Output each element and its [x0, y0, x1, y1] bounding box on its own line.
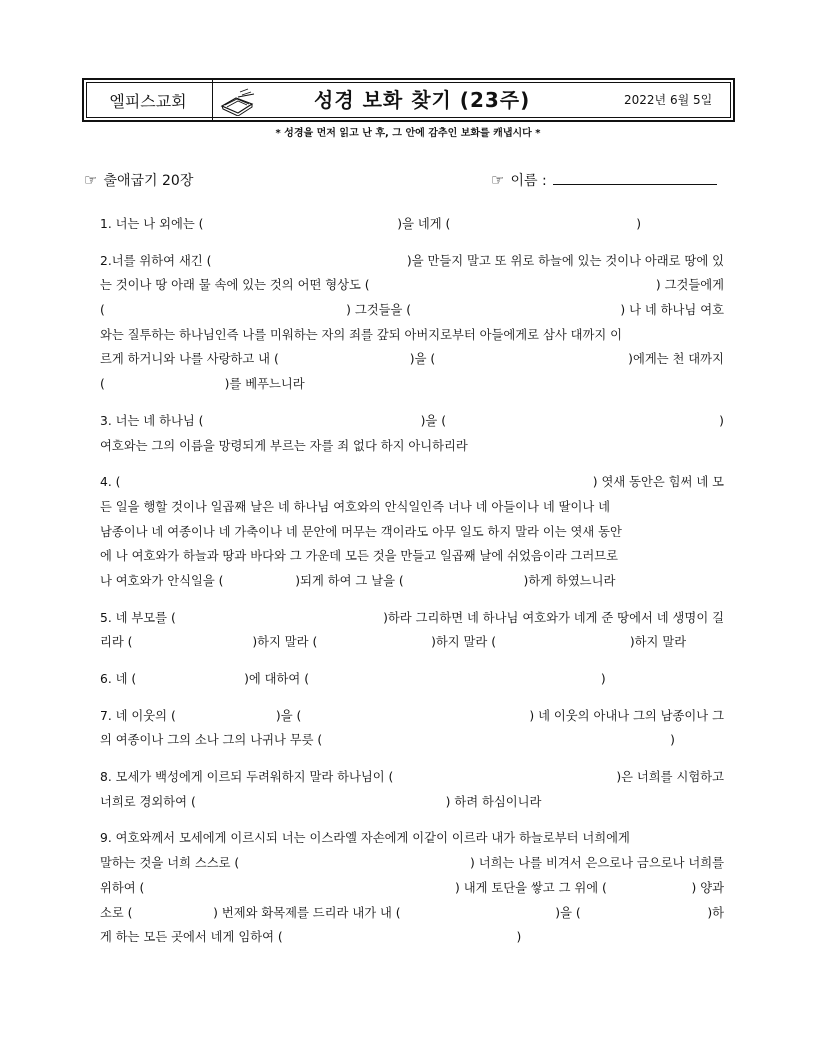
instruction-text: * 성경을 먼저 읽고 난 후, 그 안에 감추인 보화를 캐냅시다 * — [275, 128, 541, 139]
question-text: ) 하려 하심이니라 — [445, 794, 542, 809]
question-text: 든 일을 행할 것이나 일곱째 날은 네 하나님 여호와의 안식일인즉 너나 네 아들이나 네 딸이나 네 — [100, 499, 611, 514]
question-text: 8. 모세가 백성에게 이르되 두려워하지 말라 하나님이 ( — [100, 770, 394, 785]
date: 2022년 6월 5일 — [624, 93, 713, 107]
question-text: ( — [100, 377, 105, 392]
question-text: ) — [636, 217, 642, 231]
question — [100, 470, 724, 593]
question-text: )되게 하여 그 날을 ( — [295, 573, 404, 588]
question-line — [100, 728, 724, 753]
passage-reference — [84, 170, 193, 190]
question-text: 에 나 여호와가 하늘과 땅과 바다와 그 가운데 모든 것을 만들고 일곱째 날에 쉬었음이라 그러므로 — [100, 549, 618, 564]
question-line — [100, 347, 724, 372]
question-line — [100, 901, 724, 926]
question-text: 의 여종이나 그의 소나 그의 나귀나 무릇 ( — [100, 733, 323, 748]
pointing-hand-icon: ☞ — [491, 171, 505, 189]
question — [100, 765, 724, 814]
question-line — [100, 298, 724, 323]
question-line — [100, 470, 724, 495]
question-text: )하지 말라 — [629, 635, 687, 650]
question-text: )하지 말라 ( — [252, 635, 318, 650]
question-text: )하지 말라 ( — [431, 635, 497, 650]
question — [100, 409, 724, 458]
passage-label: 출애굽기 20장 — [103, 173, 194, 189]
question-text: ) — [719, 413, 724, 428]
question-text: 말하는 것을 너희 스스로 ( — [100, 856, 240, 871]
question-text: 1. 너는 나 외에는 ( — [100, 217, 204, 231]
question-text: )에 대하여 ( — [244, 672, 310, 686]
question-text: )을 네게 ( — [397, 217, 451, 231]
question-line — [100, 372, 724, 397]
question-text: )을 ( — [409, 352, 436, 367]
question-text: )을 ( — [420, 413, 446, 428]
question-text: 는 것이나 땅 아래 물 속에 있는 것의 어떤 형상도 ( — [100, 278, 370, 293]
question-text: 여호와는 그의 이름을 망령되게 부르는 자를 죄 없다 하지 아니하리라 — [100, 438, 468, 453]
question-line — [100, 606, 724, 631]
question-line — [100, 323, 724, 348]
question-text: )을 ( — [555, 905, 581, 920]
question-text: ) — [670, 733, 675, 748]
question — [100, 826, 724, 949]
question-text: ) 번제와 화목제를 드리라 내가 내 ( — [213, 905, 401, 920]
question-line — [100, 826, 724, 851]
church-name: 엘피스교회 — [84, 80, 213, 120]
question-text: ) 엿새 동안은 힘써 네 모 — [592, 475, 724, 490]
question-text: ) 그것들에게 — [655, 278, 724, 293]
question-line — [100, 630, 724, 655]
question-line — [100, 409, 724, 434]
name-input-line[interactable] — [553, 172, 717, 185]
question-text: )하 — [707, 905, 724, 920]
question-text: )에게는 천 대까지 — [628, 352, 724, 367]
question-text: ) — [600, 672, 606, 686]
question-text: 5. 네 부모를 ( — [100, 610, 176, 625]
question-line — [100, 667, 724, 692]
question-text: 4. ( — [100, 475, 121, 490]
question-line — [100, 765, 724, 790]
question-text: 너희로 경외하여 ( — [100, 794, 196, 809]
question-text: 위하여 ( — [100, 880, 145, 895]
header-box — [82, 78, 735, 122]
question-line — [100, 434, 724, 459]
question-text: )을 만들지 말고 또 위로 하늘에 있는 것이나 아래로 땅에 있 — [406, 253, 724, 268]
question-text: 2.너를 위하여 새긴 ( — [100, 253, 212, 268]
name-field[interactable] — [491, 170, 717, 190]
question — [100, 212, 724, 237]
question-line — [100, 876, 724, 901]
question-text: )을 ( — [275, 708, 302, 723]
pointing-hand-icon: ☞ — [84, 171, 98, 189]
question-line — [100, 569, 724, 594]
question-line — [100, 520, 724, 545]
question-text: ) 네 이웃의 아내나 그의 남종이나 그 — [529, 708, 724, 723]
question-line — [100, 273, 724, 298]
question-text: )은 너희를 시험하고 — [616, 770, 724, 785]
question-text: 게 하는 모든 곳에서 네게 임하여 ( — [100, 930, 283, 945]
page-title: 성경 보화 찾기 (23주) — [314, 88, 531, 112]
question-text: 남종이나 네 여종이나 네 가축이나 네 문안에 머무는 객이라도 아무 일도 하지 말라 이는 엿새 동안 — [100, 524, 622, 539]
question-text: 르게 하거니와 나를 사랑하고 내 ( — [100, 352, 279, 367]
question-text: 9. 여호와께서 모세에게 이르시되 너는 이스라엘 자손에게 이같이 이르라 내가 하늘로부터 너희에게 — [100, 831, 630, 846]
question-line — [100, 851, 724, 876]
question-text: )하게 하였느니라 — [523, 573, 616, 588]
question-text: 와는 질투하는 하나님인즉 나를 미워하는 자의 죄를 갚되 아버지로부터 아들에게로 삼사 대까지 이 — [100, 327, 623, 342]
question-line — [100, 925, 724, 950]
question — [100, 704, 724, 753]
question-text: 리라 ( — [100, 635, 133, 650]
question-text: 6. 네 ( — [100, 672, 137, 686]
question-text: 7. 네 이웃의 ( — [100, 708, 176, 723]
question-text: 3. 너는 네 하나님 ( — [100, 413, 204, 428]
question-text: ) 나 네 하나님 여호 — [620, 303, 724, 318]
question-text: 소로 ( — [100, 905, 133, 920]
question — [100, 667, 724, 692]
question-line — [100, 704, 724, 729]
question-list — [100, 212, 724, 962]
question — [100, 606, 724, 655]
open-book-icon — [218, 86, 258, 116]
question-text: ) 너희는 나를 비겨서 은으로나 금으로나 너희를 — [470, 856, 724, 871]
question-text: ) 내게 토단을 쌓고 그 위에 ( — [455, 880, 607, 895]
question-text: )를 베푸느니라 — [224, 377, 305, 392]
question-text: ) 양과 — [691, 880, 724, 895]
question-line — [100, 790, 724, 815]
question-line — [100, 495, 724, 520]
question-line — [100, 212, 724, 237]
question-text: )하라 그리하면 네 하나님 여호와가 네게 준 땅에서 네 생명이 길 — [383, 610, 724, 625]
name-label: 이름 : — [510, 173, 547, 189]
question-text: ) 그것들을 ( — [346, 303, 412, 318]
question-line — [100, 544, 724, 569]
question-text: ( — [100, 303, 105, 318]
question-text: ) — [516, 930, 522, 945]
question-text: 나 여호와가 안식일을 ( — [100, 573, 224, 588]
question-line — [100, 249, 724, 274]
question — [100, 249, 724, 397]
